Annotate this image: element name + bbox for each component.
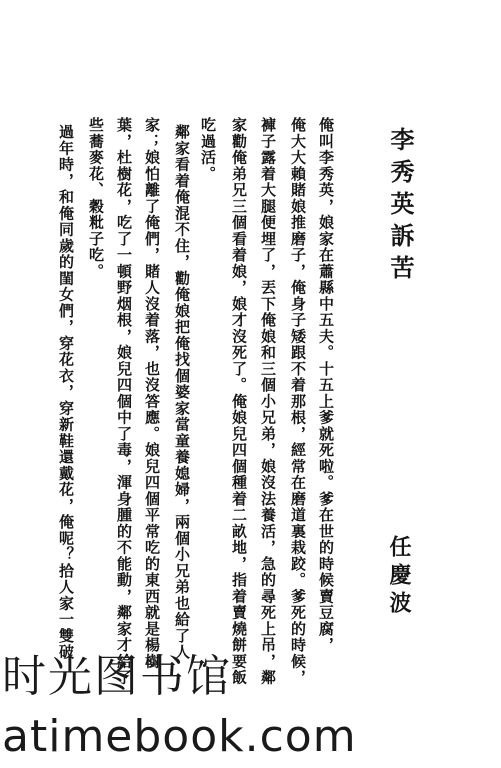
watermark-chinese: 时光图书馆: [2, 651, 232, 702]
text-line: 吃過活。: [199, 117, 217, 182]
text-line: 過年時，和俺同歲的閨女們，穿花衣，穿新鞋還戴花，俺呢？拾人家一雙破: [57, 124, 75, 661]
article-title: 李秀英訴苦: [386, 127, 415, 287]
text-line: 俺大大賴賭娘推磨子，俺身子矮跟不着那根，經常在磨道裏栽跤。爹死的時候，: [289, 117, 307, 686]
text-line: 家勸俺弟兄三個看着娘，娘才沒死了。俺娘兒四個種着二畝地，指着賣燒餅要飯: [230, 117, 248, 686]
text-line: 些蕎麥花、穀粃子吃。: [87, 117, 105, 280]
text-line: 俺叫李秀英，娘家在蕭縣中五夫。十五上爹就死啦。爹在世的時候賣豆腐，: [317, 117, 335, 654]
text-line: 葉，杜樹花，吃了一頓野烟根，娘兒四個中了毒，渾身腫的不能動，鄰家才給了: [115, 117, 133, 686]
text-line: 家；娘怕離了俺們，賭人沒着落，也沒答應。娘兒四個平常吃的東西就是楊樹: [143, 117, 161, 670]
text-line: 鄰家看着俺混不住，勸俺娘把俺找個婆家當童養媳婦，兩個小兄弟也給了人: [173, 124, 191, 661]
author-name: 任慶波: [386, 535, 412, 619]
watermark-url: atimebook.com: [2, 711, 357, 762]
text-line: 褲子露着大腿便埋了，丟下俺娘和三個小兄弟，娘沒法養活，急的尋死上吊，鄰: [259, 117, 277, 686]
